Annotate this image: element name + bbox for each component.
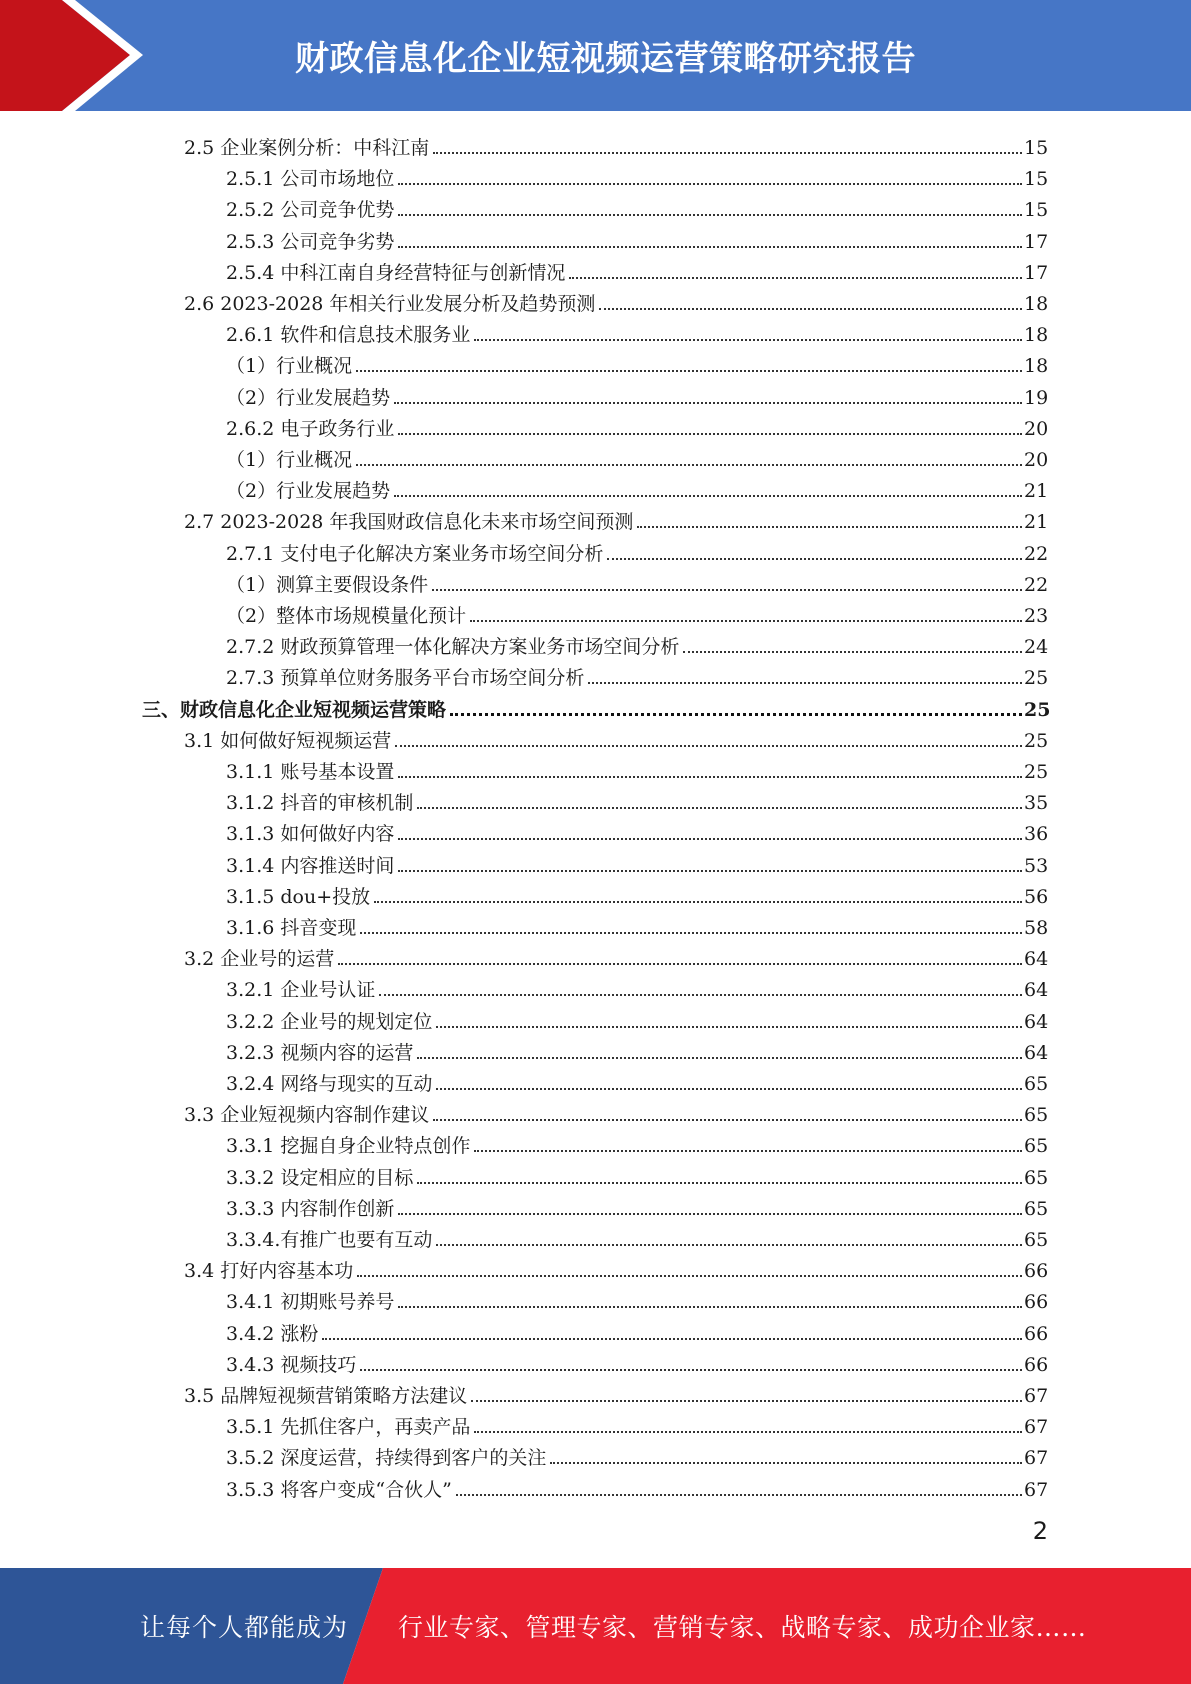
toc-entry-page: 65	[1024, 1229, 1049, 1251]
toc-entry[interactable]	[226, 408, 1048, 439]
toc-entry-label: 3.2.4 网络与现实的互动	[226, 1073, 433, 1095]
page-header	[0, 0, 1191, 111]
toc-dot-leader	[417, 807, 1022, 809]
toc-entry-page: 66	[1024, 1322, 1049, 1345]
toc-entry-label: （1）行业概况	[226, 355, 353, 378]
toc-dot-leader	[394, 402, 1022, 404]
toc-dot-leader	[637, 526, 1022, 528]
toc-entry-page: 24	[1024, 636, 1049, 659]
toc-entry[interactable]	[226, 657, 1048, 688]
toc-entry-label: 3.3.2 设定相应的目标	[226, 1166, 414, 1189]
toc-entry[interactable]	[184, 1250, 1048, 1281]
toc-entry[interactable]	[226, 252, 1048, 283]
toc-entry[interactable]	[226, 1219, 1048, 1250]
toc-entry-label: 3.4 打好内容基本功	[184, 1260, 354, 1283]
toc-dot-leader	[433, 1119, 1022, 1121]
footer-slogan-left: 让每个人都能成为	[140, 1613, 349, 1642]
toc-entry-label: （2）行业发展趋势	[226, 480, 391, 503]
toc-entry[interactable]	[226, 595, 1048, 626]
toc-dot-leader	[356, 464, 1022, 466]
toc-entry[interactable]	[184, 1094, 1048, 1125]
toc-entry-page: 18	[1024, 324, 1049, 347]
toc-entry-page: 25	[1024, 698, 1051, 721]
toc-entry-page: 65	[1024, 1135, 1049, 1158]
toc-dot-leader	[356, 370, 1022, 372]
toc-entry-page: 64	[1024, 979, 1049, 1002]
toc-entry-page: 65	[1024, 1073, 1049, 1095]
toc-entry-label: 3.2.3 视频内容的运营	[226, 1041, 414, 1064]
toc-entry[interactable]	[226, 470, 1048, 501]
toc-entry-page: 35	[1024, 792, 1049, 815]
toc-dot-leader	[471, 1400, 1022, 1402]
toc-entry[interactable]	[226, 969, 1048, 1000]
toc-dot-leader	[607, 558, 1022, 560]
toc-entry[interactable]	[226, 813, 1048, 844]
toc-entry-label: 2.5.1 公司市场地位	[226, 168, 395, 191]
toc-entry[interactable]	[184, 501, 1048, 532]
toc-entry-page: 20	[1024, 417, 1049, 440]
toc-dot-leader	[322, 1338, 1022, 1340]
toc-entry-label: 2.5.4 中科江南自身经营特征与创新情况	[226, 261, 566, 284]
toc-entry[interactable]	[226, 845, 1048, 876]
report-title: 财政信息化企业短视频运营策略研究报告	[295, 39, 916, 79]
toc-dot-leader	[436, 1244, 1022, 1246]
toc-entry-label: 2.6 2023-2028 年相关行业发展分析及趋势预测	[184, 293, 596, 315]
toc-entry-label: （2）行业发展趋势	[226, 386, 391, 409]
toc-entry-label: 3.1.1 账号基本设置	[226, 761, 395, 783]
toc-entry-label: 3.2 企业号的运营	[184, 948, 335, 971]
toc-dot-leader	[357, 1275, 1022, 1277]
toc-dot-leader	[360, 932, 1022, 934]
toc-entry-label: 3.2.1 企业号认证	[226, 979, 376, 1002]
toc-entry[interactable]	[184, 127, 1048, 158]
toc-entry[interactable]	[226, 1469, 1048, 1500]
toc-entry-page: 22	[1024, 542, 1049, 565]
toc-entry-label: 3.5.1 先抓住客户，再卖产品	[226, 1416, 471, 1439]
toc-entry-page: 15	[1024, 137, 1049, 159]
toc-entry-page: 64	[1024, 1010, 1049, 1033]
toc-entry-page: 65	[1024, 1197, 1049, 1220]
toc-dot-leader	[683, 651, 1022, 653]
toc-dot-leader	[338, 963, 1022, 965]
page-footer	[0, 1568, 1191, 1684]
toc-entry-label: 3.4.3 视频技巧	[226, 1353, 357, 1376]
toc-entry-label: 2.6.1 软件和信息技术服务业	[226, 324, 471, 347]
toc-entry-page: 67	[1024, 1385, 1049, 1407]
toc-entry-page: 64	[1024, 948, 1049, 971]
toc-entry[interactable]	[226, 1344, 1048, 1375]
toc-dot-leader	[394, 495, 1022, 497]
toc-entry-page: 65	[1024, 1166, 1049, 1189]
toc-dot-leader	[436, 1088, 1022, 1090]
toc-entry-label: （1）测算主要假设条件	[226, 573, 429, 596]
toc-entry[interactable]	[226, 564, 1048, 595]
toc-entry-page: 18	[1024, 355, 1049, 378]
toc-dot-leader	[474, 1150, 1022, 1152]
toc-entry-page: 25	[1024, 729, 1049, 752]
toc-dot-leader	[588, 682, 1022, 684]
toc-entry-page: 66	[1024, 1353, 1049, 1376]
toc-entry-page: 58	[1024, 917, 1049, 939]
toc-dot-leader	[432, 589, 1022, 591]
toc-entry-label: 2.5 企业案例分析：中科江南	[184, 137, 430, 159]
toc-entry[interactable]	[184, 1375, 1048, 1406]
toc-entry[interactable]	[226, 1001, 1048, 1032]
toc-entry-page: 66	[1024, 1291, 1049, 1314]
toc-dot-leader	[569, 277, 1022, 279]
toc-entry-label: 3.1.4 内容推送时间	[226, 854, 395, 877]
toc-entry-page: 25	[1024, 667, 1049, 690]
toc-entry-label: 3.3.1 挖掘自身企业特点创作	[226, 1135, 471, 1158]
toc-entry-page: 21	[1024, 511, 1049, 534]
toc-entry-page: 56	[1024, 885, 1049, 908]
toc-entry[interactable]	[226, 221, 1048, 252]
toc-entry-label: 2.6.2 电子政务行业	[226, 417, 395, 440]
toc-dot-leader	[379, 994, 1022, 996]
toc-dot-leader	[433, 152, 1022, 154]
footer-slogan-right: 行业专家、管理专家、营销专家、战略专家、成功企业家……	[398, 1613, 1087, 1642]
toc-entry[interactable]	[226, 1125, 1048, 1156]
toc-entry-page: 17	[1024, 261, 1049, 284]
toc-dot-leader	[360, 1369, 1022, 1371]
toc-entry-page: 36	[1024, 823, 1049, 846]
toc-entry-page: 53	[1024, 854, 1049, 877]
toc-entry-label: 2.7.3 预算单位财务服务平台市场空间分析	[226, 667, 585, 690]
toc-entry-page: 65	[1024, 1104, 1049, 1127]
toc-entry[interactable]	[226, 1032, 1048, 1063]
toc-dot-leader	[398, 183, 1022, 185]
toc-entry[interactable]	[226, 1406, 1048, 1437]
toc-dot-leader	[470, 620, 1022, 622]
toc-entry-page: 17	[1024, 230, 1049, 253]
toc-dot-leader	[436, 1026, 1022, 1028]
toc-dot-leader	[395, 745, 1022, 747]
toc-entry-page: 66	[1024, 1260, 1049, 1283]
toc-entry-page: 67	[1024, 1416, 1049, 1439]
toc-entry[interactable]	[226, 314, 1048, 345]
toc-entry-label: 2.5.2 公司竞争优势	[226, 199, 395, 222]
toc-entry[interactable]	[184, 720, 1048, 751]
toc-dot-leader	[456, 1494, 1022, 1496]
page-number: 2	[1032, 1517, 1048, 1545]
toc-entry[interactable]	[226, 751, 1048, 782]
toc-entry[interactable]	[226, 533, 1048, 564]
toc-entry-label: 3.5.2 深度运营，持续得到客户的关注	[226, 1447, 547, 1470]
toc-entry-page: 21	[1024, 480, 1049, 503]
toc-entry-label: 3.1.6 抖音变现	[226, 917, 357, 939]
toc-entry[interactable]	[226, 189, 1048, 220]
toc-entry[interactable]	[226, 158, 1048, 189]
toc-entry-label: 2.7 2023-2028 年我国财政信息化未来市场空间预测	[184, 511, 634, 534]
toc-entry-page: 25	[1024, 761, 1049, 783]
toc-entry[interactable]	[226, 1188, 1048, 1219]
toc-dot-leader	[398, 838, 1022, 840]
toc-entry[interactable]	[226, 377, 1048, 408]
toc-entry[interactable]	[226, 1281, 1048, 1312]
toc-entry[interactable]	[226, 439, 1048, 470]
toc-dot-leader	[599, 308, 1022, 310]
toc-entry[interactable]	[226, 907, 1048, 938]
toc-entry-label: 3.5.3 将客户变成“合伙人”	[226, 1478, 452, 1501]
toc-dot-leader	[398, 433, 1022, 435]
toc-dot-leader	[398, 214, 1022, 216]
toc-dot-leader	[398, 1306, 1022, 1308]
toc-entry[interactable]	[226, 626, 1048, 657]
toc-entry-label: 3.1.3 如何做好内容	[226, 823, 395, 846]
toc-dot-leader	[417, 1182, 1022, 1184]
toc-entry-label: 2.5.3 公司竞争劣势	[226, 230, 395, 253]
toc-entry[interactable]	[226, 782, 1048, 813]
toc-entry-page: 15	[1024, 199, 1049, 222]
toc-entry-label: 3.1 如何做好短视频运营	[184, 729, 392, 752]
toc-entry[interactable]	[226, 1157, 1048, 1188]
toc-entry[interactable]	[226, 876, 1048, 907]
toc-dot-leader	[450, 713, 1022, 716]
toc-entry-label: 3.2.2 企业号的规划定位	[226, 1010, 433, 1033]
toc-entry[interactable]	[226, 345, 1048, 376]
toc-entry-label: 2.7.1 支付电子化解决方案业务市场空间分析	[226, 542, 604, 565]
toc-dot-leader	[474, 339, 1022, 341]
toc-entry-label: 3.3.4.有推广也要有互动	[226, 1229, 433, 1251]
toc-entry-page: 15	[1024, 168, 1049, 191]
toc-entry-label: 三、财政信息化企业短视频运营策略	[142, 698, 447, 721]
toc-entry-label: 3.3.3 内容制作创新	[226, 1197, 395, 1220]
toc-dot-leader	[550, 1462, 1022, 1464]
toc-entry-page: 18	[1024, 293, 1049, 315]
toc-entry[interactable]	[184, 283, 1048, 314]
toc-entry-label: 3.5 品牌短视频营销策略方法建议	[184, 1385, 468, 1407]
toc-entry-page: 67	[1024, 1447, 1049, 1470]
toc-entry-label: 3.4.2 涨粉	[226, 1322, 319, 1345]
toc-entry-label: 3.4.1 初期账号养号	[226, 1291, 395, 1314]
toc-dot-leader	[398, 776, 1022, 778]
toc-entry-label: 3.1.2 抖音的审核机制	[226, 792, 414, 815]
toc-dot-leader	[474, 1431, 1022, 1433]
toc-entry[interactable]	[226, 1313, 1048, 1344]
toc-entry-page: 23	[1024, 605, 1049, 627]
toc-dot-leader	[398, 870, 1022, 872]
toc-entry-page: 64	[1024, 1041, 1049, 1064]
toc-entry-label: （1）行业概况	[226, 449, 353, 471]
toc-entry[interactable]	[226, 1063, 1048, 1094]
toc-dot-leader	[398, 1213, 1022, 1215]
toc-entry-page: 19	[1024, 386, 1049, 409]
toc-dot-leader	[398, 246, 1022, 248]
toc-entry-label: 3.3 企业短视频内容制作建议	[184, 1104, 430, 1127]
toc-entry-page: 67	[1024, 1478, 1049, 1501]
toc-entry[interactable]	[142, 689, 1051, 721]
toc-dot-leader	[374, 901, 1022, 903]
toc-entry-label: 3.1.5 dou+投放	[226, 885, 371, 908]
toc-entry[interactable]	[184, 938, 1048, 969]
toc-entry-page: 22	[1024, 573, 1049, 596]
toc-entry-label: 2.7.2 财政预算管理一体化解决方案业务市场空间分析	[226, 636, 680, 659]
toc-dot-leader	[417, 1057, 1022, 1059]
toc-entry-page: 20	[1024, 449, 1049, 471]
toc-entry[interactable]	[226, 1437, 1048, 1468]
toc-entry-label: （2）整体市场规模量化预计	[226, 605, 467, 627]
